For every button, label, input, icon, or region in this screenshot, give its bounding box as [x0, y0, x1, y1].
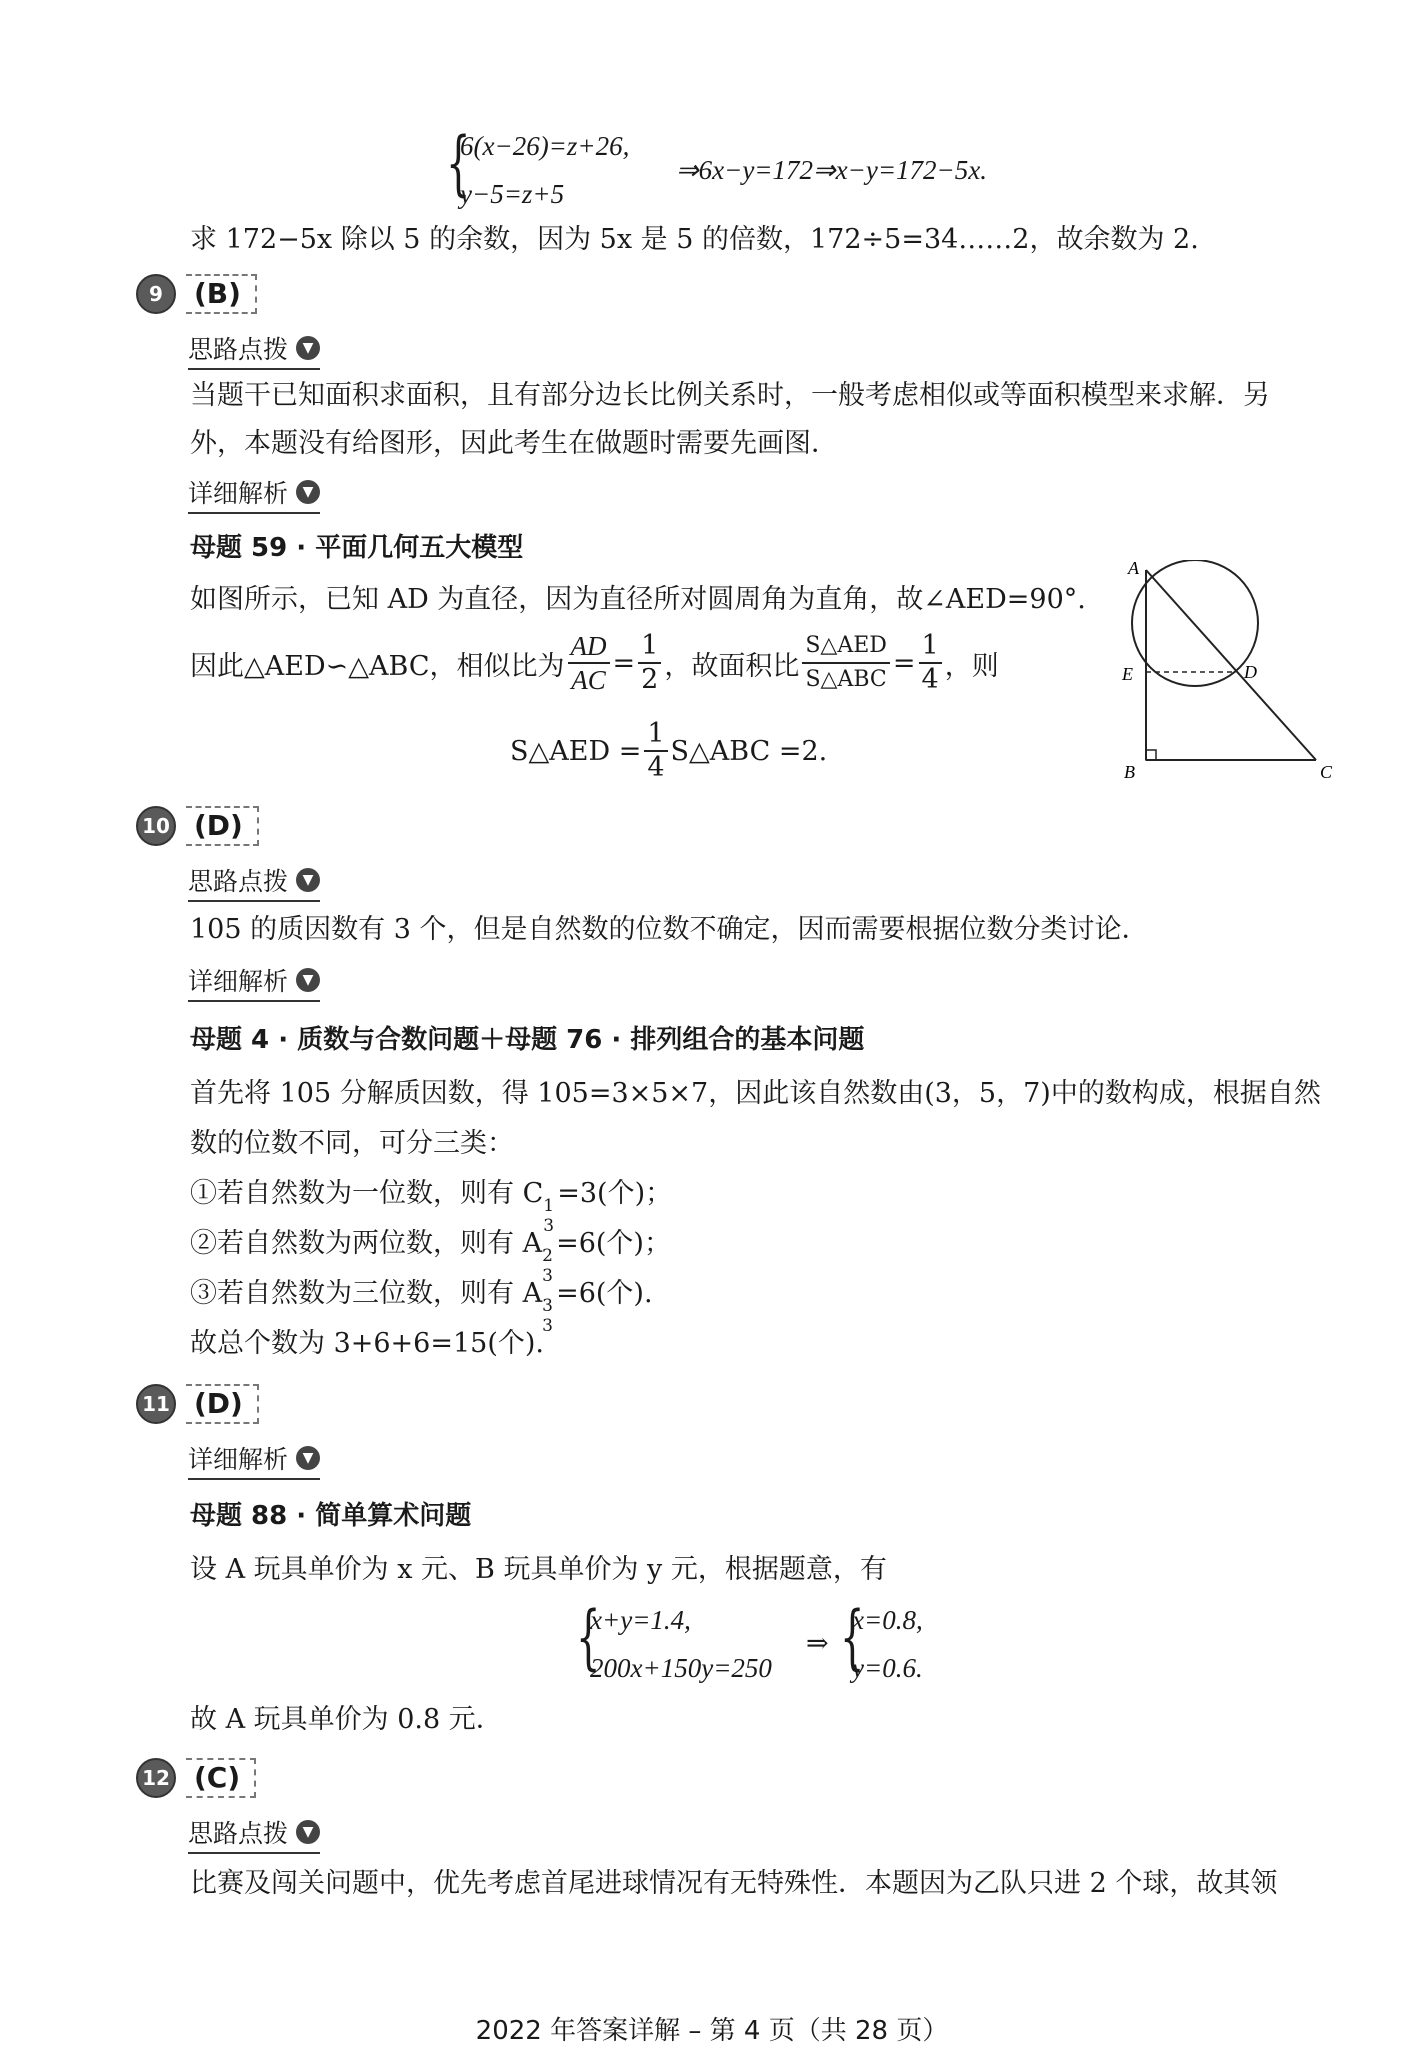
- system-brace: {: [576, 1596, 601, 1678]
- fraction: [644, 718, 667, 784]
- case-line: [190, 1276, 653, 1336]
- hint-section-header: [188, 1814, 320, 1854]
- label-b: B: [1124, 762, 1135, 780]
- subscript: 3: [542, 1316, 553, 1336]
- question-number-11: [136, 1384, 259, 1424]
- arrow-down-icon: ▼: [296, 480, 320, 504]
- text-fragment: =6(个)；: [556, 1228, 671, 1259]
- subscript: 3: [543, 1216, 555, 1236]
- question-number-10: [136, 806, 259, 846]
- question-number-12: [136, 1758, 256, 1798]
- label-e: E: [1122, 664, 1133, 684]
- text-fragment: =3(个)；: [557, 1178, 673, 1209]
- equation-line: [510, 718, 827, 784]
- circle: [1132, 560, 1258, 686]
- model-title: 母题 59 · 平面几何五大模型: [190, 533, 524, 563]
- text-fragment: ②若自然数为两位数，则有 A: [190, 1228, 543, 1259]
- equation-line: 6(x−26)=z+26,: [460, 131, 630, 161]
- arrow-down-icon: ▼: [296, 868, 320, 892]
- paragraph: 首先将 105 分解质因数，得 105=3×5×7，因此该自然数由(3，5，7)中的数构成，根据自然: [190, 1078, 1321, 1109]
- system-brace: {: [446, 122, 471, 204]
- answer-choice: (D): [186, 806, 259, 846]
- text-fragment: ①若自然数为一位数，则有 C: [190, 1178, 544, 1209]
- paragraph: 外，本题没有给图形，因此考生在做题时需要先画图．: [190, 428, 838, 459]
- model-title: 母题 88 · 简单算术问题: [190, 1501, 472, 1531]
- subscript: 3: [542, 1266, 553, 1286]
- system-brace: {: [840, 1596, 865, 1678]
- label-d: D: [1244, 662, 1257, 682]
- hint-section-header: [188, 330, 320, 370]
- superscript: 3: [542, 1296, 553, 1316]
- numerator: 1: [644, 718, 667, 752]
- section-label: 思路点拨: [188, 867, 289, 896]
- answer-choice: (D): [186, 1384, 259, 1424]
- text-fragment: S△ABC =2.: [670, 735, 828, 767]
- equation-line: [190, 630, 999, 696]
- paragraph: 如图所示，已知 AD 为直径，因为直径所对圆周角为直角，故∠AED=90°.: [190, 584, 1086, 615]
- text-fragment: 因此△AED∽△ABC，相似比为: [190, 650, 565, 682]
- paragraph: 设 A 玩具单价为 x 元、B 玩具单价为 y 元，根据题意，有: [190, 1554, 887, 1585]
- arrow-down-icon: ▼: [296, 1446, 320, 1470]
- paragraph: 故 A 玩具单价为 0.8 元．: [190, 1704, 503, 1735]
- question-badge: 12: [136, 1758, 176, 1798]
- section-label: 思路点拨: [188, 335, 289, 364]
- case-line: [190, 1176, 673, 1236]
- denominator: AC: [571, 665, 606, 695]
- equation-result: ⇒6x−y=172⇒x−y=172−5x.: [676, 155, 988, 185]
- label-c: C: [1320, 762, 1333, 780]
- geometry-figure: [1110, 560, 1340, 780]
- question-number-9: [136, 274, 257, 314]
- right-angle-mark: [1146, 750, 1156, 760]
- equation-line: 200x+150y=250: [590, 1653, 772, 1683]
- numerator: AD: [568, 630, 610, 664]
- fraction: [568, 630, 610, 696]
- question-badge: 10: [136, 806, 176, 846]
- section-label: 详细解析: [188, 1445, 289, 1474]
- question-badge: 11: [136, 1384, 176, 1424]
- detail-section-header: [188, 474, 320, 514]
- section-label: 详细解析: [188, 479, 289, 508]
- fraction: [919, 630, 942, 696]
- hint-section-header: [188, 862, 320, 902]
- section-label: 思路点拨: [188, 1819, 289, 1848]
- text-fragment: ，则: [944, 650, 999, 682]
- numerator: 1: [638, 630, 661, 664]
- paragraph: 数的位数不同，可分三类：: [190, 1128, 514, 1159]
- page-footer: 2022 年答案详解 – 第 4 页（共 28 页）: [475, 2016, 949, 2046]
- denominator: 2: [641, 664, 659, 695]
- text-fragment: S△AED =: [510, 735, 642, 767]
- text-fragment: ③若自然数为三位数，则有 A: [190, 1278, 543, 1309]
- equation-line: y−5=z+5: [460, 179, 565, 209]
- denominator: 4: [921, 664, 939, 695]
- text-fragment: =: [892, 647, 916, 679]
- section-label: 详细解析: [188, 967, 289, 996]
- detail-section-header: [188, 1440, 320, 1480]
- paragraph: 故总个数为 3+6+6=15(个).: [190, 1328, 544, 1359]
- text-fragment: =: [612, 647, 636, 679]
- arrow-down-icon: ▼: [296, 1820, 320, 1844]
- paragraph: 当题干已知面积求面积，且有部分边长比例关系时，一般考虑相似或等面积模型来求解．另: [190, 380, 1270, 411]
- case-line: [190, 1226, 671, 1286]
- equation-line: x+y=1.4,: [590, 1605, 691, 1635]
- numerator: 1: [919, 630, 942, 664]
- answer-choice: (C): [186, 1758, 256, 1798]
- detail-section-header: [188, 962, 320, 1002]
- equation-line: y=0.6.: [852, 1653, 923, 1683]
- arrow-down-icon: ▼: [296, 968, 320, 992]
- equation-line: x=0.8,: [852, 1605, 923, 1635]
- segment-ac: [1146, 570, 1316, 760]
- question-badge: 9: [136, 274, 176, 314]
- label-a: A: [1128, 560, 1139, 578]
- answer-choice: (B): [186, 274, 257, 314]
- denominator: 4: [647, 752, 665, 783]
- fraction: [638, 630, 661, 696]
- arrow-down-icon: ▼: [296, 336, 320, 360]
- text-fragment: ，故面积比: [664, 650, 800, 682]
- text-fragment: =6(个).: [556, 1278, 653, 1309]
- superscript: 1: [543, 1196, 555, 1216]
- paragraph: 比赛及闯关问题中，优先考虑首尾进球情况有无特殊性．本题因为乙队只进 2 个球，故其领: [190, 1868, 1278, 1899]
- superscript: 2: [542, 1246, 553, 1266]
- model-title: 母题 4 · 质数与合数问题＋母题 76 · 排列组合的基本问题: [190, 1025, 865, 1055]
- fraction: [802, 630, 890, 696]
- paragraph: 105 的质因数有 3 个，但是自然数的位数不确定，因而需要根据位数分类讨论．: [190, 914, 1149, 945]
- implies-arrow: ⇒: [806, 1628, 829, 1659]
- numerator: S△AED: [802, 630, 890, 664]
- denominator: S△ABC: [805, 667, 887, 692]
- paragraph: 求 172−5x 除以 5 的余数，因为 5x 是 5 的倍数，172÷5=34……2，故余数为 2.: [190, 224, 1199, 255]
